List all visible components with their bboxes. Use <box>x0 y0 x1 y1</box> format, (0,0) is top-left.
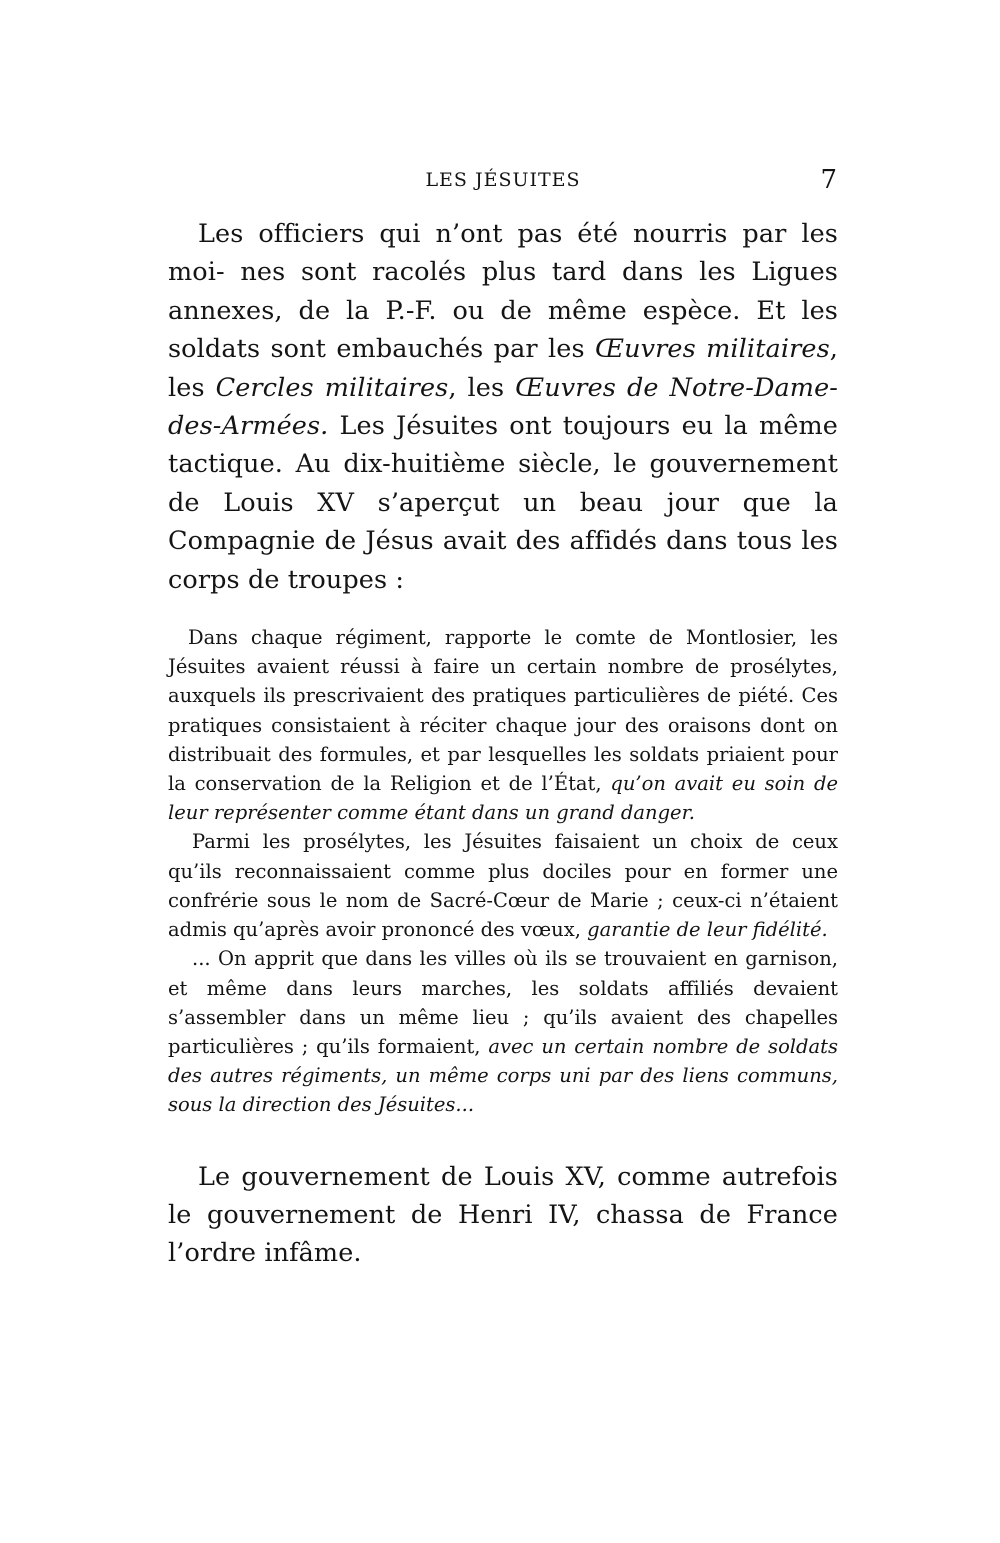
quote-paragraph-1: Dans chaque régiment, rapporte le comte de Montlosier, les Jésuites avaient réussi à faire un certain nombre de prosélytes, auxquels ils prescrivaient des pratiques particulières de piété. Ces pratiques consistaient à réciter chaque jour des oraisons dont on distribuait des formules, et par lesquelles les soldats priaient pour la conservation de la Religion et de l’État, qu’on avait eu soin de leur représenter comme étant dans un grand danger. <box>168 626 838 825</box>
italic-phrase: Œuvres de Notre-Dame-des-Armées. <box>168 372 838 442</box>
italic-phrase: qu’on avait eu soin de leur représenter comme étant dans un grand danger. <box>168 772 838 825</box>
running-title: LES JÉSUITES <box>425 169 581 191</box>
book-page <box>168 165 838 1273</box>
paragraph-1: Les officiers qui n’ont pas été nourris par les moi- nes sont racolés plus tard dans les Ligues annexes, de la P.-F. ou de même espèce. Et les soldats sont embauchés par les Œuvres militaires, les Cercles militaires, les Œuvres de Notre-Dame-des-Armées. Les Jésuites ont toujours eu la même tactique. Au dix-huitième siècle, le gouvernement de Louis XV s’aperçut un beau jour que la Compagnie de Jésus avait des affidés dans tous les corps de troupes : <box>168 219 838 595</box>
italic-phrase: Œuvres militaires <box>595 334 830 365</box>
italic-phrase: avec un certain nombre de soldats des autres régiments, un même corps uni par des liens communs, sous la direction des Jésuites... <box>168 1034 838 1117</box>
italic-phrase: militaires <box>324 372 449 403</box>
italic-phrase: garantie de leur fidélité. <box>587 918 828 942</box>
paragraph-2: Le gouvernement de Louis XV, comme autrefois le gouvernement de Henri IV, chassa de France l’ordre infâme. <box>168 1161 838 1269</box>
quote-paragraph-3: ... On apprit que dans les villes où ils se trouvaient en garnison, et même dans leurs marches, les soldats affiliés devaient s’assembler dans un même lieu ; qu’ils avaient des chapelles particulières ; qu’ils formaient, avec un certain nombre de soldats des autres régiments, un même corps uni par des liens communs, sous la direction des Jésuites... <box>168 947 838 1117</box>
block-quote <box>168 623 838 1119</box>
running-header <box>168 165 838 201</box>
italic-phrase: Cercles <box>215 372 314 403</box>
quote-paragraph-2: Parmi les prosélytes, les Jésuites faisaient un choix de ceux qu’ils reconnaissaient comme plus dociles pour en former une confrérie sous le nom de Sacré-Cœur de Marie ; ceux-ci n’étaient admis qu’après avoir prononcé des vœux, garantie de leur fidélité. <box>168 830 838 942</box>
page-number: 7 <box>820 165 838 195</box>
